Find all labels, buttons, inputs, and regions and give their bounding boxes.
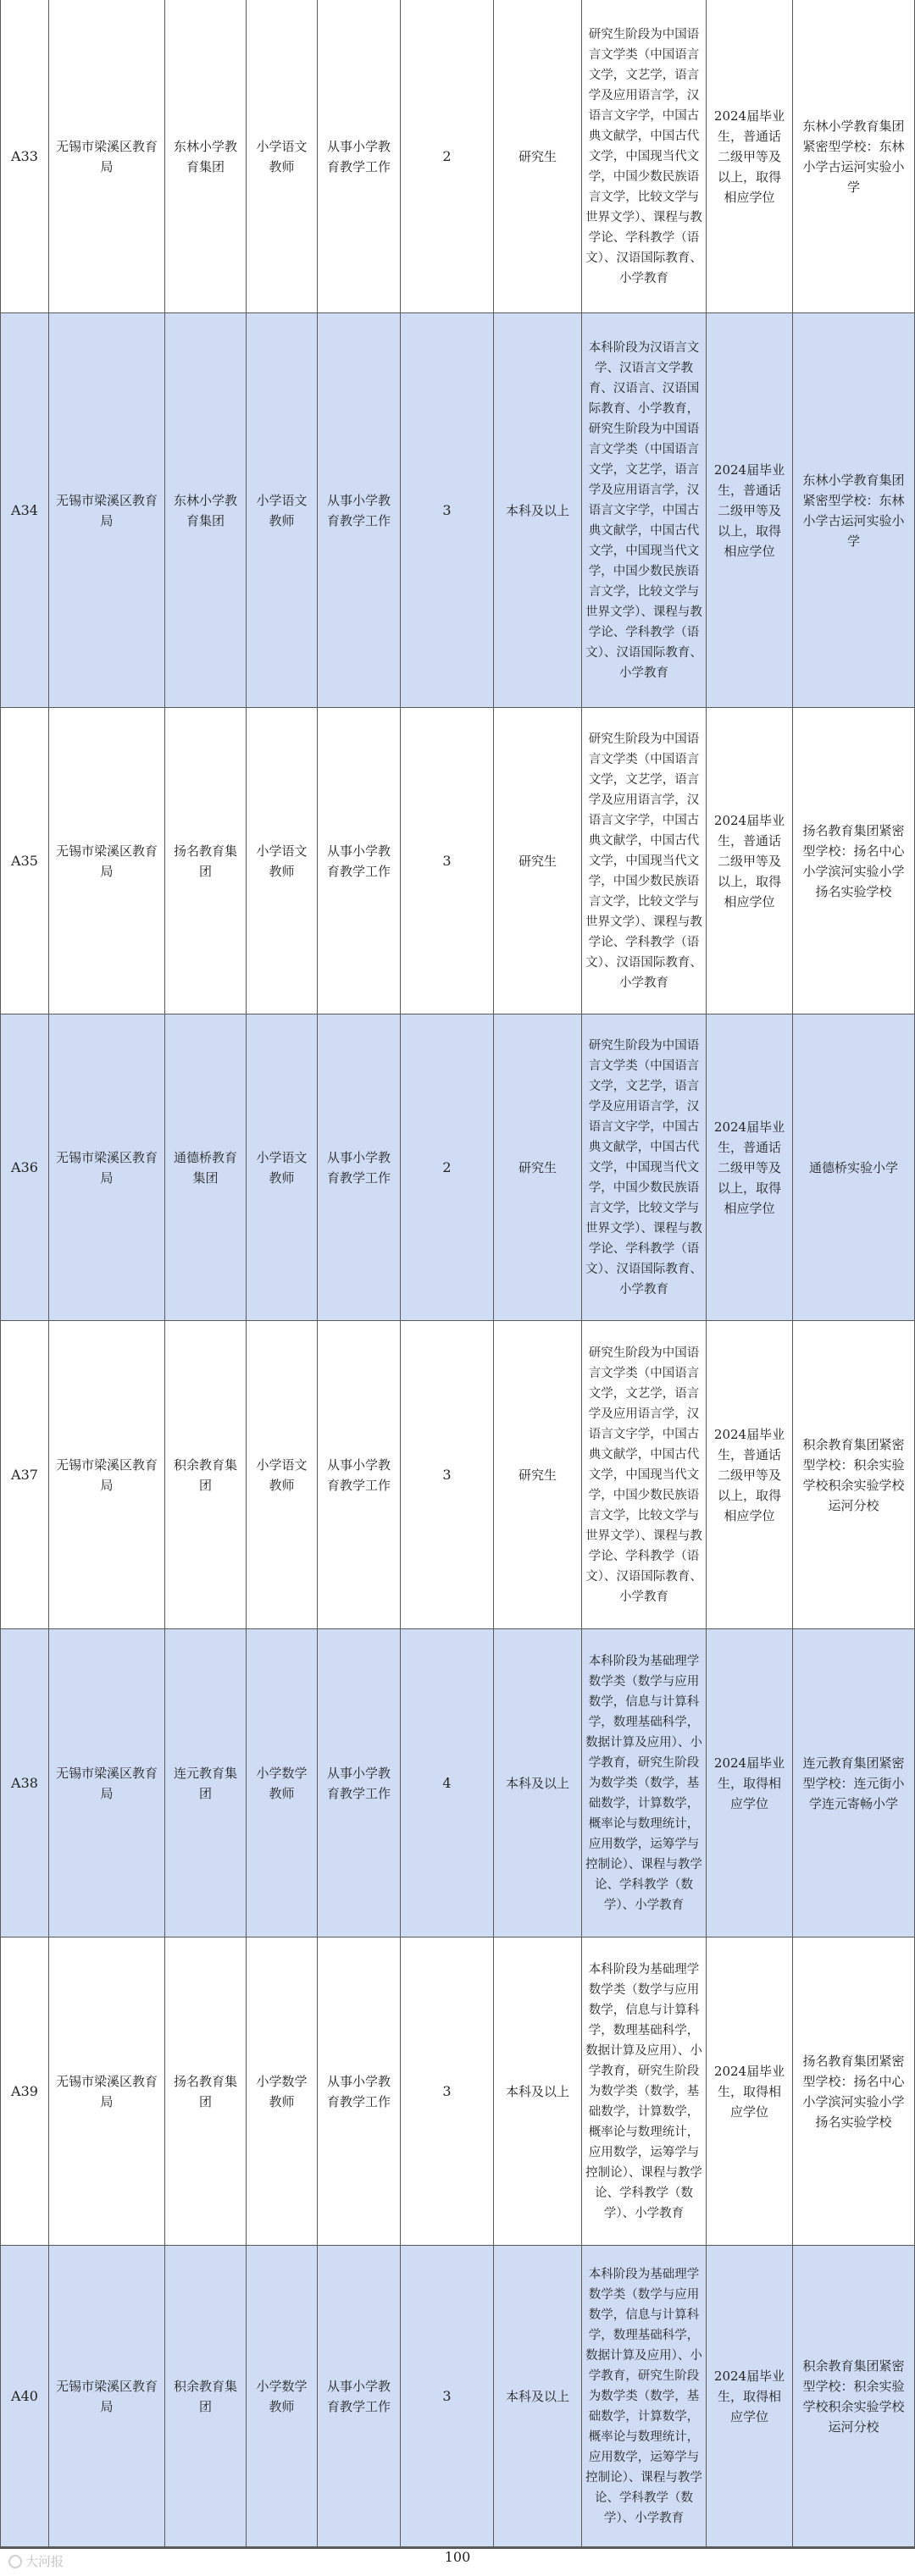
job-description: 从事小学教育教学工作 <box>318 1321 401 1629</box>
table-row <box>0 1014 915 1321</box>
other-requirement: 2024届毕业生，普通话二级甲等及以上，取得相应学位 <box>707 708 793 1014</box>
headcount: 2 <box>401 0 494 313</box>
headcount: 2 <box>401 1014 494 1321</box>
major-requirement: 本科阶段为基础理学数学类（数学与应用数学，信息与计算科学，数理基础科学，数据计算及应用）、小学教育，研究生阶段为数学类（数学，基础数学，计算数学，概率论与数理统计，应用数学，运筹学与控制论）、课程与教学论、学科教学（数学）、小学教育 <box>582 2246 707 2547</box>
headcount: 3 <box>401 2246 494 2547</box>
other-requirement: 2024届毕业生，取得相应学位 <box>707 2246 793 2547</box>
headcount: 4 <box>401 1629 494 1938</box>
watermark-text: 大河报 <box>25 2554 64 2569</box>
position-name: 小学数学教师 <box>247 1938 318 2246</box>
position-code: A33 <box>0 0 49 313</box>
major-requirement: 研究生阶段为中国语言文学类（中国语言文学，文艺学，语言学及应用语言学，汉语言文字学，中国古典文献学，中国古代文学，中国现当代文学，中国少数民族语言文学，比较文学与世界文学）、课程与教学论、学科教学（语文）、汉语国际教育、小学教育 <box>582 1321 707 1629</box>
department: 无锡市梁溪区教育局 <box>49 708 165 1014</box>
position-name: 小学语文教师 <box>247 708 318 1014</box>
headcount: 3 <box>401 1938 494 2246</box>
position-code: A38 <box>0 1629 49 1938</box>
education: 研究生 <box>494 1014 582 1321</box>
department: 无锡市梁溪区教育局 <box>49 2246 165 2547</box>
other-requirement: 2024届毕业生，普通话二级甲等及以上，取得相应学位 <box>707 1014 793 1321</box>
table-row <box>0 708 915 1014</box>
hiring-unit: 连元教育集团 <box>165 1629 247 1938</box>
job-description: 从事小学教育教学工作 <box>318 1938 401 2246</box>
table-row <box>0 313 915 708</box>
position-name: 小学数学教师 <box>247 2246 318 2547</box>
major-requirement: 本科阶段为基础理学数学类（数学与应用数学，信息与计算科学，数理基础科学，数据计算及应用）、小学教育，研究生阶段为数学类（数学，基础数学，计算数学，概率论与数理统计，应用数学，运筹学与控制论）、课程与教学论、学科教学（数学）、小学教育 <box>582 1938 707 2246</box>
assigned-school: 积余教育集团紧密型学校：积余实验学校积余实验学校运河分校 <box>793 2246 915 2547</box>
assigned-school: 东林小学教育集团紧密型学校：东林小学古运河实验小学 <box>793 313 915 708</box>
department: 无锡市梁溪区教育局 <box>49 1321 165 1629</box>
position-code: A35 <box>0 708 49 1014</box>
major-requirement: 研究生阶段为中国语言文学类（中国语言文学，文艺学，语言学及应用语言学，汉语言文字学，中国古典文献学，中国古代文学，中国现当代文学，中国少数民族语言文学，比较文学与世界文学）、课程与教学论、学科教学（语文）、汉语国际教育、小学教育 <box>582 1014 707 1321</box>
position-code: A40 <box>0 2246 49 2547</box>
job-description: 从事小学教育教学工作 <box>318 1014 401 1321</box>
education: 研究生 <box>494 708 582 1014</box>
major-requirement: 本科阶段为基础理学数学类（数学与应用数学，信息与计算科学，数理基础科学，数据计算及应用）、小学教育，研究生阶段为数学类（数学，基础数学，计算数学，概率论与数理统计，应用数学，运筹学与控制论）、课程与教学论、学科教学（数学）、小学教育 <box>582 1629 707 1938</box>
other-requirement: 2024届毕业生，普通话二级甲等及以上，取得相应学位 <box>707 0 793 313</box>
major-requirement: 本科阶段为汉语言文学、汉语言文学教育、汉语言、汉语国际教育、小学教育，研究生阶段为中国语言文学类（中国语言文学，文艺学，语言学及应用语言学，汉语言文字学，中国古典文献学，中国古代文学，中国现当代文学，中国少数民族语言文学，比较文学与世界文学）、课程与教学论、学科教学（语文）、汉语国际教育、小学教育 <box>582 313 707 708</box>
assigned-school: 连元教育集团紧密型学校：连元街小学连元寄畅小学 <box>793 1629 915 1938</box>
hiring-unit: 扬名教育集团 <box>165 1938 247 2246</box>
assigned-school: 扬名教育集团紧密型学校：扬名中心小学滨河实验小学扬名实验学校 <box>793 1938 915 2246</box>
job-description: 从事小学教育教学工作 <box>318 0 401 313</box>
major-requirement: 研究生阶段为中国语言文学类（中国语言文学，文艺学，语言学及应用语言学，汉语言文字学，中国古典文献学，中国古代文学，中国现当代文学，中国少数民族语言文学，比较文学与世界文学）、课程与教学论、学科教学（语文）、汉语国际教育、小学教育 <box>582 0 707 313</box>
position-name: 小学语文教师 <box>247 1014 318 1321</box>
headcount: 3 <box>401 1321 494 1629</box>
table-row <box>0 2246 915 2547</box>
education: 研究生 <box>494 1321 582 1629</box>
position-name: 小学语文教师 <box>247 1321 318 1629</box>
job-description: 从事小学教育教学工作 <box>318 2246 401 2547</box>
department: 无锡市梁溪区教育局 <box>49 1014 165 1321</box>
position-code: A34 <box>0 313 49 708</box>
education: 本科及以上 <box>494 2246 582 2547</box>
job-description: 从事小学教育教学工作 <box>318 313 401 708</box>
department: 无锡市梁溪区教育局 <box>49 1938 165 2246</box>
department: 无锡市梁溪区教育局 <box>49 0 165 313</box>
hiring-unit: 东林小学教育集团 <box>165 0 247 313</box>
table-row <box>0 0 915 313</box>
assigned-school: 扬名教育集团紧密型学校：扬名中心小学滨河实验小学扬名实验学校 <box>793 708 915 1014</box>
education: 本科及以上 <box>494 313 582 708</box>
other-requirement: 2024届毕业生，普通话二级甲等及以上，取得相应学位 <box>707 313 793 708</box>
hiring-unit: 扬名教育集团 <box>165 708 247 1014</box>
hiring-unit: 积余教育集团 <box>165 2246 247 2547</box>
position-code: A39 <box>0 1938 49 2246</box>
other-requirement: 2024届毕业生，普通话二级甲等及以上，取得相应学位 <box>707 1321 793 1629</box>
position-name: 小学语文教师 <box>247 0 318 313</box>
page-number: 100 <box>444 2549 471 2565</box>
headcount: 3 <box>401 313 494 708</box>
job-description: 从事小学教育教学工作 <box>318 1629 401 1938</box>
job-description: 从事小学教育教学工作 <box>318 708 401 1014</box>
education: 本科及以上 <box>494 1629 582 1938</box>
education: 本科及以上 <box>494 1938 582 2246</box>
assigned-school: 东林小学教育集团紧密型学校：东林小学古运河实验小学 <box>793 0 915 313</box>
hiring-unit: 积余教育集团 <box>165 1321 247 1629</box>
assigned-school: 积余教育集团紧密型学校：积余实验学校积余实验学校运河分校 <box>793 1321 915 1629</box>
assigned-school: 通德桥实验小学 <box>793 1014 915 1321</box>
headcount: 3 <box>401 708 494 1014</box>
position-name: 小学数学教师 <box>247 1629 318 1938</box>
department: 无锡市梁溪区教育局 <box>49 313 165 708</box>
position-code: A37 <box>0 1321 49 1629</box>
table-row <box>0 1938 915 2246</box>
hiring-unit: 通德桥教育集团 <box>165 1014 247 1321</box>
table-row <box>0 1321 915 1629</box>
major-requirement: 研究生阶段为中国语言文学类（中国语言文学，文艺学，语言学及应用语言学，汉语言文字学，中国古典文献学，中国古代文学，中国现当代文学，中国少数民族语言文学，比较文学与世界文学）、课程与教学论、学科教学（语文）、汉语国际教育、小学教育 <box>582 708 707 1014</box>
department: 无锡市梁溪区教育局 <box>49 1629 165 1938</box>
table-row <box>0 1629 915 1938</box>
other-requirement: 2024届毕业生，取得相应学位 <box>707 1938 793 2246</box>
education: 研究生 <box>494 0 582 313</box>
other-requirement: 2024届毕业生，取得相应学位 <box>707 1629 793 1938</box>
position-name: 小学语文教师 <box>247 313 318 708</box>
position-code: A36 <box>0 1014 49 1321</box>
hiring-unit: 东林小学教育集团 <box>165 313 247 708</box>
